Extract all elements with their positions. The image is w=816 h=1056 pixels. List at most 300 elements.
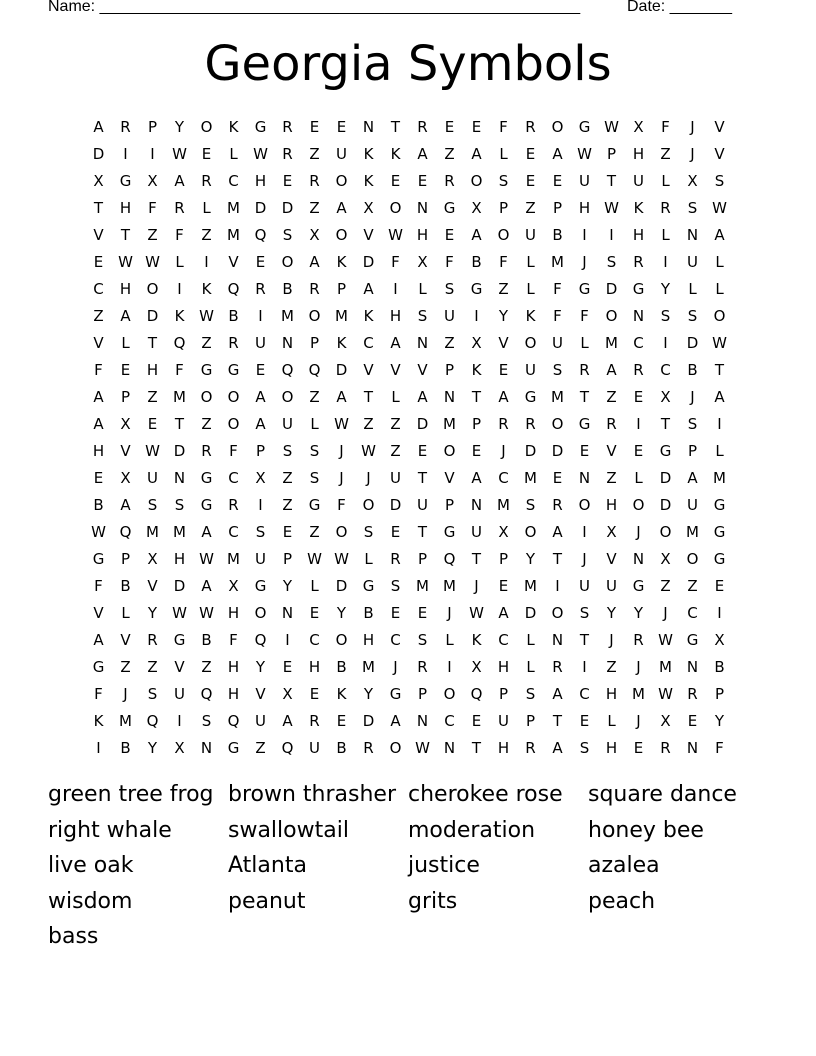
grid-letter: O [254, 604, 267, 622]
grid-letter: J [393, 658, 398, 676]
grid-letter: E [282, 172, 293, 190]
grid-letter: S [282, 226, 293, 244]
grid-letter: K [471, 361, 482, 379]
grid-letter: Y [147, 739, 158, 757]
grid-letter: M [497, 496, 510, 514]
grid-letter: K [363, 145, 374, 163]
grid-letter: L [715, 280, 724, 298]
grid-letter: B [336, 658, 347, 676]
name-field-label[interactable]: Name: ______________________________________________________ [48, 0, 581, 15]
grid-letter: C [228, 469, 239, 487]
grid-letter: V [147, 577, 158, 595]
grid-letter: D [362, 712, 375, 730]
grid-letter: O [524, 523, 537, 541]
grid-letter: W [361, 442, 376, 460]
grid-letter: O [308, 307, 321, 325]
word-row [48, 849, 768, 885]
grid-letter: Y [714, 712, 725, 730]
grid-letter: H [605, 739, 618, 757]
grid-letter: I [123, 145, 128, 163]
grid-letter: I [474, 307, 479, 325]
grid-letter: L [202, 199, 211, 217]
grid-letter: S [174, 496, 185, 514]
grid-letter: D [551, 442, 564, 460]
grid-letter: Q [470, 685, 483, 703]
grid-letter: H [416, 226, 429, 244]
grid-letter: Q [281, 739, 294, 757]
grid-letter: E [633, 388, 644, 406]
grid-letter: V [255, 685, 266, 703]
grid-letter: P [498, 685, 509, 703]
grid-letter: G [200, 469, 213, 487]
grid-letter: E [633, 739, 644, 757]
grid-letter: E [633, 442, 644, 460]
grid-letter: D [281, 199, 294, 217]
grid-letter: A [552, 739, 563, 757]
grid-letter: E [552, 469, 563, 487]
grid-letter: T [174, 415, 185, 433]
grid-letter: G [659, 442, 672, 460]
grid-letter: B [336, 739, 347, 757]
grid-letter: R [444, 172, 455, 190]
grid-letter: S [282, 442, 293, 460]
grid-letter: T [579, 631, 590, 649]
grid-letter: X [255, 469, 266, 487]
grid-letter: T [660, 415, 671, 433]
grid-letter: H [605, 685, 618, 703]
grid-letter: W [307, 550, 322, 568]
grid-row [85, 249, 741, 276]
grid-letter: Z [606, 388, 617, 406]
grid-letter: E [444, 226, 455, 244]
grid-letter: U [255, 334, 266, 352]
grid-letter: R [633, 361, 644, 379]
grid-letter: T [120, 226, 131, 244]
grid-letter: E [498, 361, 509, 379]
grid-letter: O [281, 388, 294, 406]
grid-row [85, 303, 741, 330]
grid-letter: C [444, 712, 455, 730]
grid-letter: A [687, 469, 698, 487]
grid-letter: J [690, 388, 695, 406]
grid-letter: M [173, 388, 186, 406]
word-list-item: wisdom [48, 888, 133, 914]
grid-letter: O [443, 442, 456, 460]
grid-letter: J [447, 604, 452, 622]
grid-letter: G [578, 415, 591, 433]
grid-letter: S [687, 199, 698, 217]
grid-letter: M [551, 388, 564, 406]
grid-letter: G [119, 172, 132, 190]
grid-letter: Q [119, 523, 132, 541]
grid-letter: Z [282, 469, 293, 487]
grid-letter: M [659, 658, 672, 676]
grid-letter: O [686, 550, 699, 568]
word-list-item: swallowtail [228, 817, 349, 843]
grid-letter: M [416, 577, 429, 595]
grid-letter: I [150, 145, 155, 163]
grid-row [85, 384, 741, 411]
grid-letter: V [444, 469, 455, 487]
grid-letter: L [418, 280, 427, 298]
grid-letter: F [94, 361, 103, 379]
grid-letter: L [121, 334, 130, 352]
grid-letter: P [552, 199, 563, 217]
grid-letter: L [391, 388, 400, 406]
grid-letter: U [174, 685, 185, 703]
grid-letter: E [309, 604, 320, 622]
date-field-label[interactable]: Date: _______ [627, 0, 732, 15]
grid-letter: U [525, 226, 536, 244]
grid-letter: B [552, 226, 563, 244]
grid-letter: U [444, 307, 455, 325]
grid-letter: P [147, 118, 158, 136]
grid-letter: J [366, 469, 371, 487]
grid-letter: M [362, 658, 375, 676]
grid-letter: X [363, 199, 374, 217]
grid-letter: W [172, 145, 187, 163]
grid-letter: G [524, 388, 537, 406]
grid-letter: Y [525, 550, 536, 568]
grid-letter: C [498, 469, 509, 487]
grid-letter: H [497, 658, 510, 676]
grid-letter: A [120, 496, 131, 514]
grid-letter: A [336, 199, 347, 217]
grid-letter: I [663, 334, 668, 352]
grid-letter: X [417, 253, 428, 271]
grid-letter: T [471, 739, 482, 757]
grid-letter: U [579, 577, 590, 595]
grid-row [85, 735, 741, 762]
word-list-item: honey bee [588, 817, 704, 843]
grid-letter: F [94, 577, 103, 595]
grid-letter: Y [174, 118, 185, 136]
grid-letter: Z [309, 388, 320, 406]
grid-letter: D [173, 577, 186, 595]
grid-letter: P [498, 550, 509, 568]
grid-letter: K [363, 172, 374, 190]
grid-letter: L [175, 253, 184, 271]
grid-letter: V [498, 334, 509, 352]
grid-letter: O [146, 280, 159, 298]
grid-letter: A [390, 334, 401, 352]
grid-letter: I [204, 253, 209, 271]
grid-letter: D [524, 442, 537, 460]
grid-letter: A [201, 577, 212, 595]
grid-letter: H [389, 307, 402, 325]
grid-letter: R [147, 631, 158, 649]
grid-letter: P [120, 388, 131, 406]
grid-letter: Z [309, 523, 320, 541]
grid-letter: M [146, 523, 159, 541]
grid-letter: E [309, 685, 320, 703]
grid-letter: F [229, 631, 238, 649]
grid-letter: M [119, 712, 132, 730]
grid-letter: E [93, 469, 104, 487]
grid-letter: E [417, 172, 428, 190]
grid-letter: X [228, 577, 239, 595]
grid-letter: S [660, 307, 671, 325]
grid-letter: M [443, 415, 456, 433]
grid-letter: E [417, 604, 428, 622]
grid-letter: R [309, 172, 320, 190]
grid-letter: J [690, 145, 695, 163]
grid-letter: U [147, 469, 158, 487]
grid-letter: X [174, 739, 185, 757]
grid-row [85, 654, 741, 681]
grid-letter: P [444, 496, 455, 514]
grid-letter: S [525, 685, 536, 703]
grid-letter: M [173, 523, 186, 541]
grid-letter: V [606, 442, 617, 460]
grid-letter: L [526, 280, 535, 298]
grid-letter: M [281, 307, 294, 325]
grid-letter: N [416, 199, 429, 217]
word-list-item: green tree frog [48, 782, 214, 807]
grid-letter: T [417, 523, 428, 541]
grid-letter: W [334, 415, 349, 433]
grid-letter: S [147, 685, 158, 703]
grid-letter: G [92, 658, 105, 676]
grid-letter: O [578, 496, 591, 514]
grid-letter: I [717, 604, 722, 622]
grid-letter: W [172, 604, 187, 622]
word-list-item: live oak [48, 853, 134, 879]
grid-letter: E [390, 172, 401, 190]
grid-letter: J [609, 631, 614, 649]
grid-letter: N [686, 658, 699, 676]
grid-letter: O [335, 172, 348, 190]
grid-letter: M [443, 577, 456, 595]
grid-letter: V [93, 226, 104, 244]
word-row [48, 778, 768, 814]
grid-letter: Z [255, 739, 266, 757]
grid-letter: S [390, 577, 401, 595]
word-list-item: brown thrasher [228, 782, 396, 807]
grid-letter: J [582, 550, 587, 568]
grid-letter: U [471, 523, 482, 541]
grid-letter: A [93, 415, 104, 433]
grid-letter: M [551, 253, 564, 271]
grid-letter: R [201, 172, 212, 190]
grid-letter: G [92, 550, 105, 568]
grid-letter: F [499, 253, 508, 271]
grid-letter: S [444, 280, 455, 298]
grid-letter: H [362, 631, 375, 649]
grid-letter: E [336, 118, 347, 136]
grid-letter: H [227, 685, 240, 703]
grid-row [85, 519, 741, 546]
grid-letter: O [281, 253, 294, 271]
grid-letter: L [634, 469, 643, 487]
grid-letter: Q [308, 361, 321, 379]
grid-letter: W [604, 118, 619, 136]
grid-letter: R [525, 415, 536, 433]
grid-letter: G [713, 496, 726, 514]
header [48, 0, 740, 20]
grid-letter: S [309, 469, 320, 487]
grid-letter: D [146, 307, 159, 325]
grid-letter: R [309, 712, 320, 730]
grid-letter: U [579, 172, 590, 190]
grid-row [85, 276, 741, 303]
grid-letter: H [119, 199, 132, 217]
grid-letter: C [687, 604, 698, 622]
grid-letter: L [121, 604, 130, 622]
grid-letter: O [389, 739, 402, 757]
grid-letter: G [632, 577, 645, 595]
grid-letter: Z [606, 658, 617, 676]
word-list [48, 778, 768, 956]
grid-letter: T [552, 550, 563, 568]
grid-letter: Z [390, 442, 401, 460]
grid-letter: L [688, 280, 697, 298]
grid-letter: M [605, 334, 618, 352]
grid-letter: D [686, 334, 699, 352]
grid-letter: H [308, 658, 321, 676]
grid-letter: G [443, 199, 456, 217]
grid-letter: X [147, 550, 158, 568]
grid-letter: B [282, 280, 293, 298]
grid-letter: Z [363, 415, 374, 433]
grid-letter: D [524, 604, 537, 622]
grid-letter: K [390, 145, 401, 163]
grid-letter: P [471, 415, 482, 433]
grid-letter: F [391, 253, 400, 271]
grid-row [85, 438, 741, 465]
grid-letter: W [253, 145, 268, 163]
grid-letter: U [633, 172, 644, 190]
grid-letter: N [632, 550, 645, 568]
grid-letter: F [445, 253, 454, 271]
grid-letter: Y [282, 577, 293, 595]
grid-letter: R [174, 199, 185, 217]
grid-letter: L [526, 631, 535, 649]
grid-letter: L [310, 415, 319, 433]
grid-letter: G [713, 523, 726, 541]
grid-letter: Z [687, 577, 698, 595]
grid-letter: V [120, 442, 131, 460]
grid-letter: R [309, 280, 320, 298]
grid-letter: H [227, 658, 240, 676]
grid-letter: L [526, 658, 535, 676]
grid-letter: E [525, 172, 536, 190]
grid-letter: U [498, 712, 509, 730]
grid-letter: U [336, 145, 347, 163]
grid-letter: R [390, 550, 401, 568]
grid-letter: N [578, 469, 591, 487]
grid-letter: E [471, 712, 482, 730]
grid-letter: O [632, 496, 645, 514]
grid-letter: U [687, 496, 698, 514]
grid-letter: S [255, 523, 266, 541]
grid-letter: R [120, 118, 131, 136]
grid-letter: V [606, 550, 617, 568]
grid-letter: A [552, 145, 563, 163]
grid-letter: Z [201, 334, 212, 352]
grid-letter: E [255, 253, 266, 271]
grid-letter: W [199, 604, 214, 622]
grid-row [85, 627, 741, 654]
grid-letter: B [120, 739, 131, 757]
grid-letter: U [552, 334, 563, 352]
grid-letter: X [120, 415, 131, 433]
grid-letter: M [632, 685, 645, 703]
grid-letter: E [336, 712, 347, 730]
word-list-item: Atlanta [228, 853, 307, 879]
grid-letter: S [363, 523, 374, 541]
grid-letter: Q [227, 280, 240, 298]
grid-letter: F [553, 307, 562, 325]
grid-letter: M [227, 199, 240, 217]
grid-letter: A [552, 523, 563, 541]
grid-letter: R [417, 658, 428, 676]
grid-letter: S [417, 631, 428, 649]
word-list-item: grits [408, 888, 458, 914]
grid-letter: P [606, 145, 617, 163]
grid-letter: E [498, 577, 509, 595]
grid-letter: H [227, 604, 240, 622]
grid-letter: K [336, 253, 347, 271]
grid-letter: O [200, 118, 213, 136]
grid-letter: B [201, 631, 212, 649]
grid-row [85, 222, 741, 249]
grid-letter: I [285, 631, 290, 649]
word-list-item: bass [48, 924, 99, 950]
grid-letter: B [471, 253, 482, 271]
grid-letter: J [636, 523, 641, 541]
grid-letter: A [255, 415, 266, 433]
grid-letter: F [580, 307, 589, 325]
grid-letter: D [605, 280, 618, 298]
grid-letter: Q [173, 334, 186, 352]
grid-letter: W [712, 199, 727, 217]
grid-letter: V [93, 604, 104, 622]
grid-letter: B [687, 361, 698, 379]
grid-letter: S [201, 712, 212, 730]
grid-letter: A [93, 118, 104, 136]
grid-letter: I [258, 496, 263, 514]
grid-letter: T [471, 388, 482, 406]
grid-letter: P [525, 712, 536, 730]
grid-letter: L [364, 550, 373, 568]
grid-letter: D [173, 442, 186, 460]
grid-row [85, 330, 741, 357]
grid-letter: Y [660, 280, 671, 298]
grid-letter: A [93, 388, 104, 406]
grid-letter: B [93, 496, 104, 514]
page-title: Georgia Symbols [204, 36, 612, 92]
grid-letter: C [93, 280, 104, 298]
grid-letter: I [447, 658, 452, 676]
grid-letter: O [470, 172, 483, 190]
grid-letter: G [227, 739, 240, 757]
grid-letter: V [714, 118, 725, 136]
grid-letter: J [474, 577, 479, 595]
grid-letter: L [580, 334, 589, 352]
grid-letter: S [714, 172, 725, 190]
grid-letter: J [636, 712, 641, 730]
grid-letter: E [282, 523, 293, 541]
grid-letter: W [199, 550, 214, 568]
grid-letter: F [175, 361, 184, 379]
grid-letter: E [255, 361, 266, 379]
grid-letter: H [92, 442, 105, 460]
grid-letter: L [499, 145, 508, 163]
grid-letter: R [552, 658, 563, 676]
grid-letter: B [714, 658, 725, 676]
grid-letter: O [335, 226, 348, 244]
